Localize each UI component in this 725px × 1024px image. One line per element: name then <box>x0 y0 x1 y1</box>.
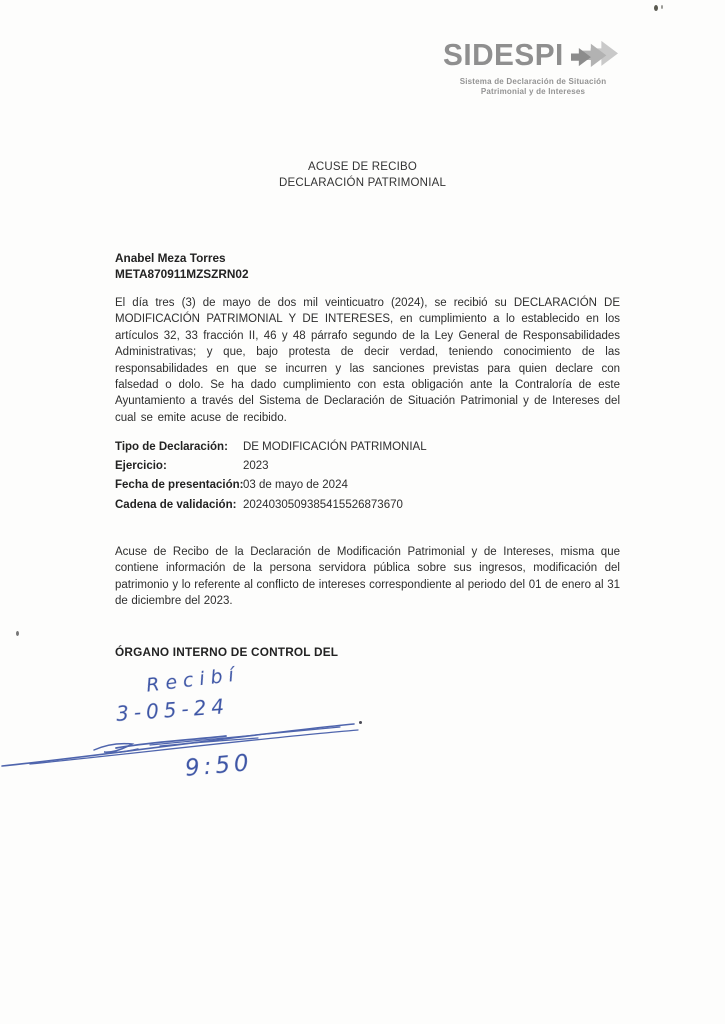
logo-tagline-line2: Patrimonial y de Intereses <box>480 87 586 96</box>
body-paragraph-receipt: El día tres (3) de mayo de dos mil veinticuatro (2024), se recibió su DECLARACIÓN DE MODIFICACIÓN PATRIMONIAL Y DE INTERESES, en cumplimiento a lo establecido en los artículos 32, 33 fracción II, 46 y 48 párrafo segundo de la Ley General de Responsabilidades Administrativas; y que, bajo protesta de decir verdad, teniendo conocimiento de las responsabilidades en que se incurren y las sanciones previstas para quien declare con falsedad o dolo. Se ha dado cumplimiento con esta obligación ante la Contraloría de este Ayuntamiento a través del Sistema de Declaración de Situación Patrimonial y de Intereses del cual se emite acuse de recibido. <box>115 297 620 424</box>
scan-speck-top-right <box>654 5 658 11</box>
handwritten-date: 3-05-24 <box>115 694 230 726</box>
detail-label: Fecha de presentación: <box>115 479 244 492</box>
document-title <box>0 160 725 191</box>
detail-row-cadena <box>115 495 427 514</box>
forward-arrows-icon <box>571 30 623 76</box>
control-organ-heading: ÓRGANO INTERNO DE CONTROL DEL <box>115 645 339 659</box>
detail-label: Cadena de validación: <box>115 498 237 511</box>
logo-tagline-line1: Sistema de Declaración de Situación <box>459 77 607 86</box>
body-paragraph-summary: Acuse de Recibo de la Declaración de Modificación Patrimonial y de Intereses, misma que contiene información de la persona servidora pública sobre sus ingresos, modificación del patrimonio y lo referente al conflicto de intereses correspondiente al periodo del 01 de enero al 31 de diciembre del 2023. <box>115 546 620 608</box>
detail-value: DE MODIFICACIÓN PATRIMONIAL <box>243 440 427 453</box>
detail-value: 2024030509385415526873670 <box>243 498 403 511</box>
sidespi-logo <box>443 34 623 97</box>
recipient-name: Anabel Meza Torres <box>115 251 226 265</box>
detail-row-tipo <box>115 437 427 456</box>
logo-tagline <box>443 77 623 97</box>
declaration-details <box>115 437 427 514</box>
detail-row-fecha <box>115 476 427 495</box>
logo-wordmark: SIDESPI <box>443 37 564 72</box>
recipient-curp: META870911MZSZRN02 <box>115 267 249 281</box>
recipient-block <box>115 250 249 282</box>
detail-value: 2023 <box>243 459 269 472</box>
title-line1: ACUSE DE RECIBO <box>307 161 418 173</box>
handwritten-recibi: Recibí <box>145 663 241 697</box>
handwritten-time: 9:50 <box>183 750 254 782</box>
detail-value: 03 de mayo de 2024 <box>243 479 348 492</box>
scan-speck-left <box>16 631 19 636</box>
detail-label: Tipo de Declaración: <box>115 440 228 453</box>
detail-label: Ejercicio: <box>115 459 167 472</box>
detail-row-ejercicio <box>115 456 427 475</box>
title-line2: DECLARACIÓN PATRIMONIAL <box>278 176 447 189</box>
